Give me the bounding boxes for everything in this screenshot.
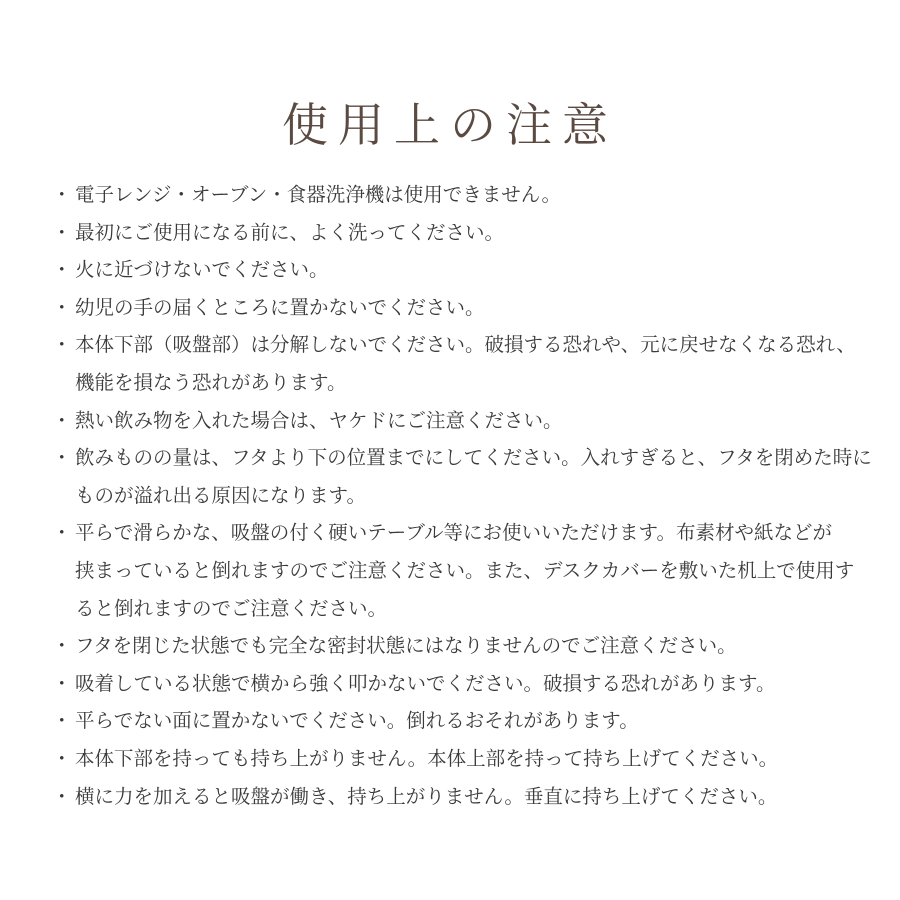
caution-item-line: ・ 最初にご使用になる前に、よく洗ってください。 (75, 220, 505, 244)
caution-item (52, 702, 862, 740)
caution-item (52, 251, 862, 289)
caution-item-line: ・ 火に近づけないでください。 (75, 258, 329, 282)
caution-item (52, 778, 862, 816)
caution-item (52, 627, 862, 665)
caution-item-line: ・ フタを閉じた状態でも完全な密封状態にはなりませんのでご注意ください。 (75, 634, 737, 658)
caution-item-line: ると倒れますのでご注意ください。 (75, 596, 388, 620)
caution-item-line: ・ 横に力を加えると吸盤が働き、持ち上がりません。垂直に持ち上げてください。 (75, 784, 778, 808)
caution-item-line: ・ 幼児の手の届くところに置かないでください。 (75, 295, 485, 319)
caution-item-line: ・ 平らで滑らかな、吸盤の付く硬いテーブル等にお使いいただけます。布素材や紙などが (75, 521, 832, 545)
caution-item-line: ・ 本体下部を持っても持ち上がりません。本体上部を持って持ち上げてください。 (75, 746, 779, 770)
caution-item-line: ・ 吸着している状態で横から強く叩かないでください。破損する恐れがあります。 (75, 671, 776, 695)
caution-item-line: ・ 電子レンジ・オーブン・食器洗浄機は使用できません。 (75, 183, 561, 206)
caution-item (52, 326, 862, 401)
caution-item-line: ものが溢れ出る原因になります。 (75, 483, 366, 507)
caution-item (52, 214, 862, 252)
caution-item (52, 439, 872, 514)
caution-item (52, 665, 862, 703)
caution-item (52, 402, 862, 440)
caution-item (52, 289, 862, 327)
caution-item-line: ・ 飲みものの量は、フタより下の位置までにしてください。入れすぎると、フタを閉めた時に (75, 446, 872, 470)
caution-item (52, 514, 862, 627)
caution-item-line: ・ 平らでない面に置かないでください。倒れるおそれがあります。 (75, 709, 639, 733)
caution-item (52, 176, 862, 214)
caution-item-line: ・ 本体下部（吸盤部）は分解しないでください。破損する恐れや、元に戻せなくなる恐れ、 (75, 333, 856, 357)
page-title: 使用上の注意 (282, 97, 618, 152)
caution-item (52, 740, 862, 778)
caution-item-line: ・ 熱い飲み物を入れた場合は、ヤケドにご注意ください。 (75, 408, 563, 432)
caution-item-line: 機能を損なう恐れがあります。 (75, 370, 347, 394)
caution-item-line: 挟まっていると倒れますのでご注意ください。また、デスクカバーを敷いた机上で使用す (75, 558, 855, 582)
caution-list (52, 176, 872, 815)
